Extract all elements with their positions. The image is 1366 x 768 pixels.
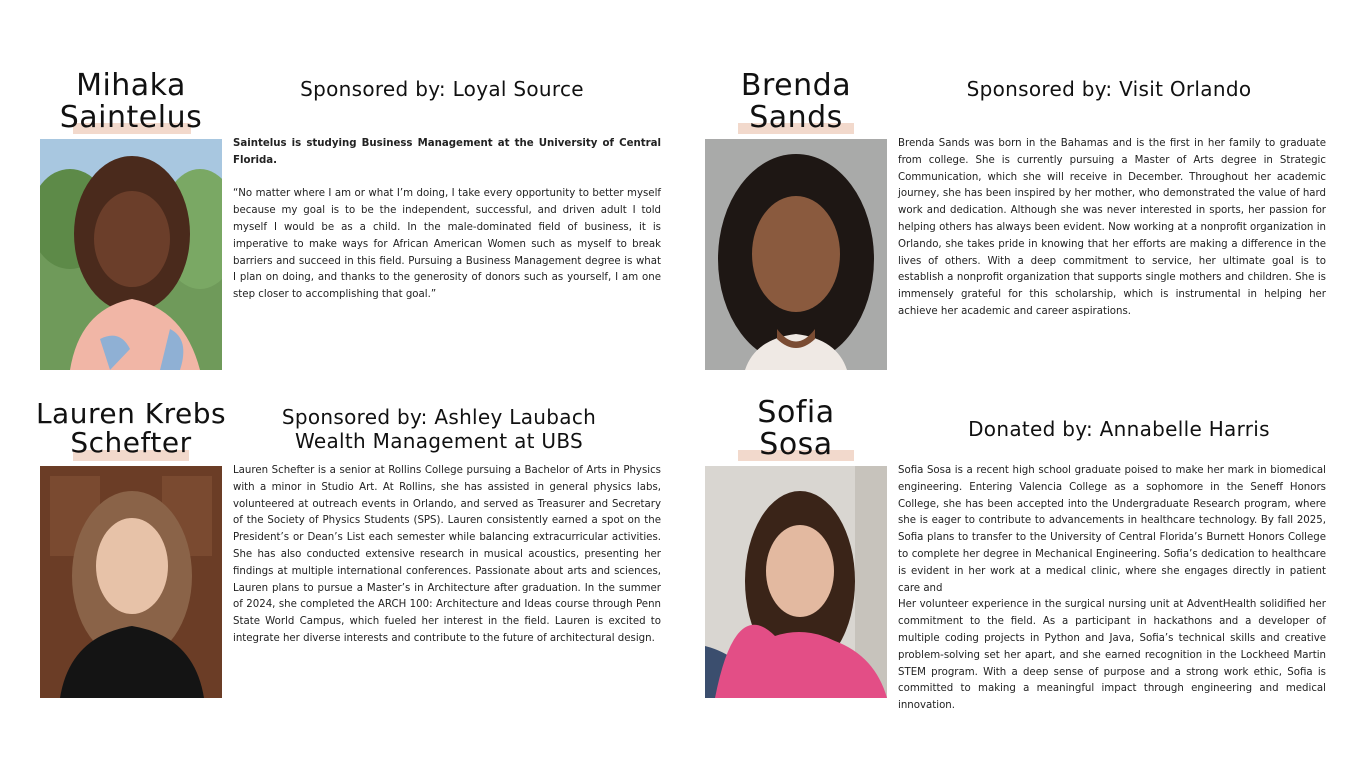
profile-photo [705, 466, 887, 698]
bio-quote: “No matter where I am or what I’m doing, I take every opportunity to better myself because my goal is to be the independent, successful, and driven adult I told myself I would be as a child. In the male-dominated field of business, it is imperative to make ways for African American Women such as myself to break barriers and succeed in this field. Pursuing a Business Management degree is what I plan on doing, and thanks to the generosity of donors such as yourself, I am one step closer to accomplishing that goal.” [233, 188, 661, 301]
profile-name [30, 399, 232, 457]
bio-paragraph-2: Her volunteer experience in the surgical nursing unit at AdventHealth solidified her commitment to the field. As a participant in hackathons and a developer of multiple coding projects in Python and Java, Sofia’s technical skills and creative problem-solving set her apart, and she earned recognition in the Lockheed Martin STEM program. With a deep sense of purpose and a strong work ethic, Sofia is committed to making a meaningful impact through engineering and medical innovation. [898, 599, 1326, 712]
profile-name [705, 70, 887, 134]
sponsor-line-1: Sponsored by: Ashley Laubach [281, 405, 597, 429]
profile-name [705, 397, 887, 461]
name-line-last: Sosa [759, 427, 833, 462]
name-line-first: Mihaka [76, 68, 186, 103]
profile-photo [705, 139, 887, 370]
profile-bio [233, 136, 661, 304]
profile-name [40, 70, 222, 134]
profile-bio [898, 463, 1326, 715]
profile-bio: Lauren Schefter is a senior at Rollins College pursuing a Bachelor of Arts in Physics with a minor in Studio Art. At Rollins, she has assisted in general physics labs, volunteered at outreach events in Orlando, and served as Treasurer and Secretary of the Society of Physics Students (SPS). Lauren consistently earned a spot on the President’s or Dean’s List each semester while balancing extracurricular activities. She has also conducted extensive research in musical acoustics, presenting her findings at multiple international conferences. Passionate about arts and sciences, Lauren plans to pursue a Master’s in Architecture after graduation. In the summer of 2024, she completed the ARCH 100: Architecture and Ideas course through Penn State World Campus, which fueled her interest in the field. Lauren is excited to integrate her diverse interests and contribute to the future of architectural design. [233, 465, 661, 644]
profile-photo [40, 466, 222, 698]
name-line-first: Sofia [757, 395, 835, 430]
name-line-first: Lauren Krebs [35, 397, 227, 430]
name-line-last: Schefter [70, 426, 192, 459]
sponsor-label: Sponsored by: Loyal Source [300, 77, 584, 101]
name-line-last: Sands [749, 100, 843, 135]
sponsor-line-2: Wealth Management at UBS [294, 429, 584, 453]
profile-bio: Brenda Sands was born in the Bahamas and is the first in her family to graduate from college. She is currently pursuing a Master of Arts degree in Strategic Communication, which she will receive in December. Throughout her academic journey, she has been inspired by her mother, who demonstrated the value of hard work and dedication. Although she was never interested in sports, her passion for helping others has always been evident. Now working at a nonprofit organization in Orlando, she takes pride in knowing that her efforts are making a difference in the lives of others. With a deep commitment to service, her ultimate goal is to establish a nonprofit organization that supports single mothers and children. She is immensely grateful for this scholarship, which is instrumental in helping her achieve her academic and career aspirations. [898, 138, 1326, 317]
profile-photo [40, 139, 222, 370]
name-line-last: Saintelus [59, 100, 203, 135]
sponsor-label: Sponsored by: Visit Orlando [966, 77, 1252, 101]
bio-paragraph-1: Sofia Sosa is a recent high school graduate poised to make her mark in biomedical engineering. Entering Valencia College as a sophomore in the Seneff Honors College, she has been accepted into the Undergraduate Research program, where she is eager to contribute to advancements in healthcare technology. By fall 2025, Sofia plans to transfer to the University of Central Florida’s Burnett Honors College to complete her degree in Mechanical Engineering. Sofia’s dedication to healthcare is evident in her work at a medical clinic, where she engages directly in patient care and [898, 465, 1326, 594]
sponsor-label: Donated by: Annabelle Harris [968, 417, 1270, 441]
bio-lead: Saintelus is studying Business Management at the University of Central Florida. [233, 138, 661, 166]
sponsor-label [232, 405, 646, 453]
name-line-first: Brenda [740, 68, 852, 103]
